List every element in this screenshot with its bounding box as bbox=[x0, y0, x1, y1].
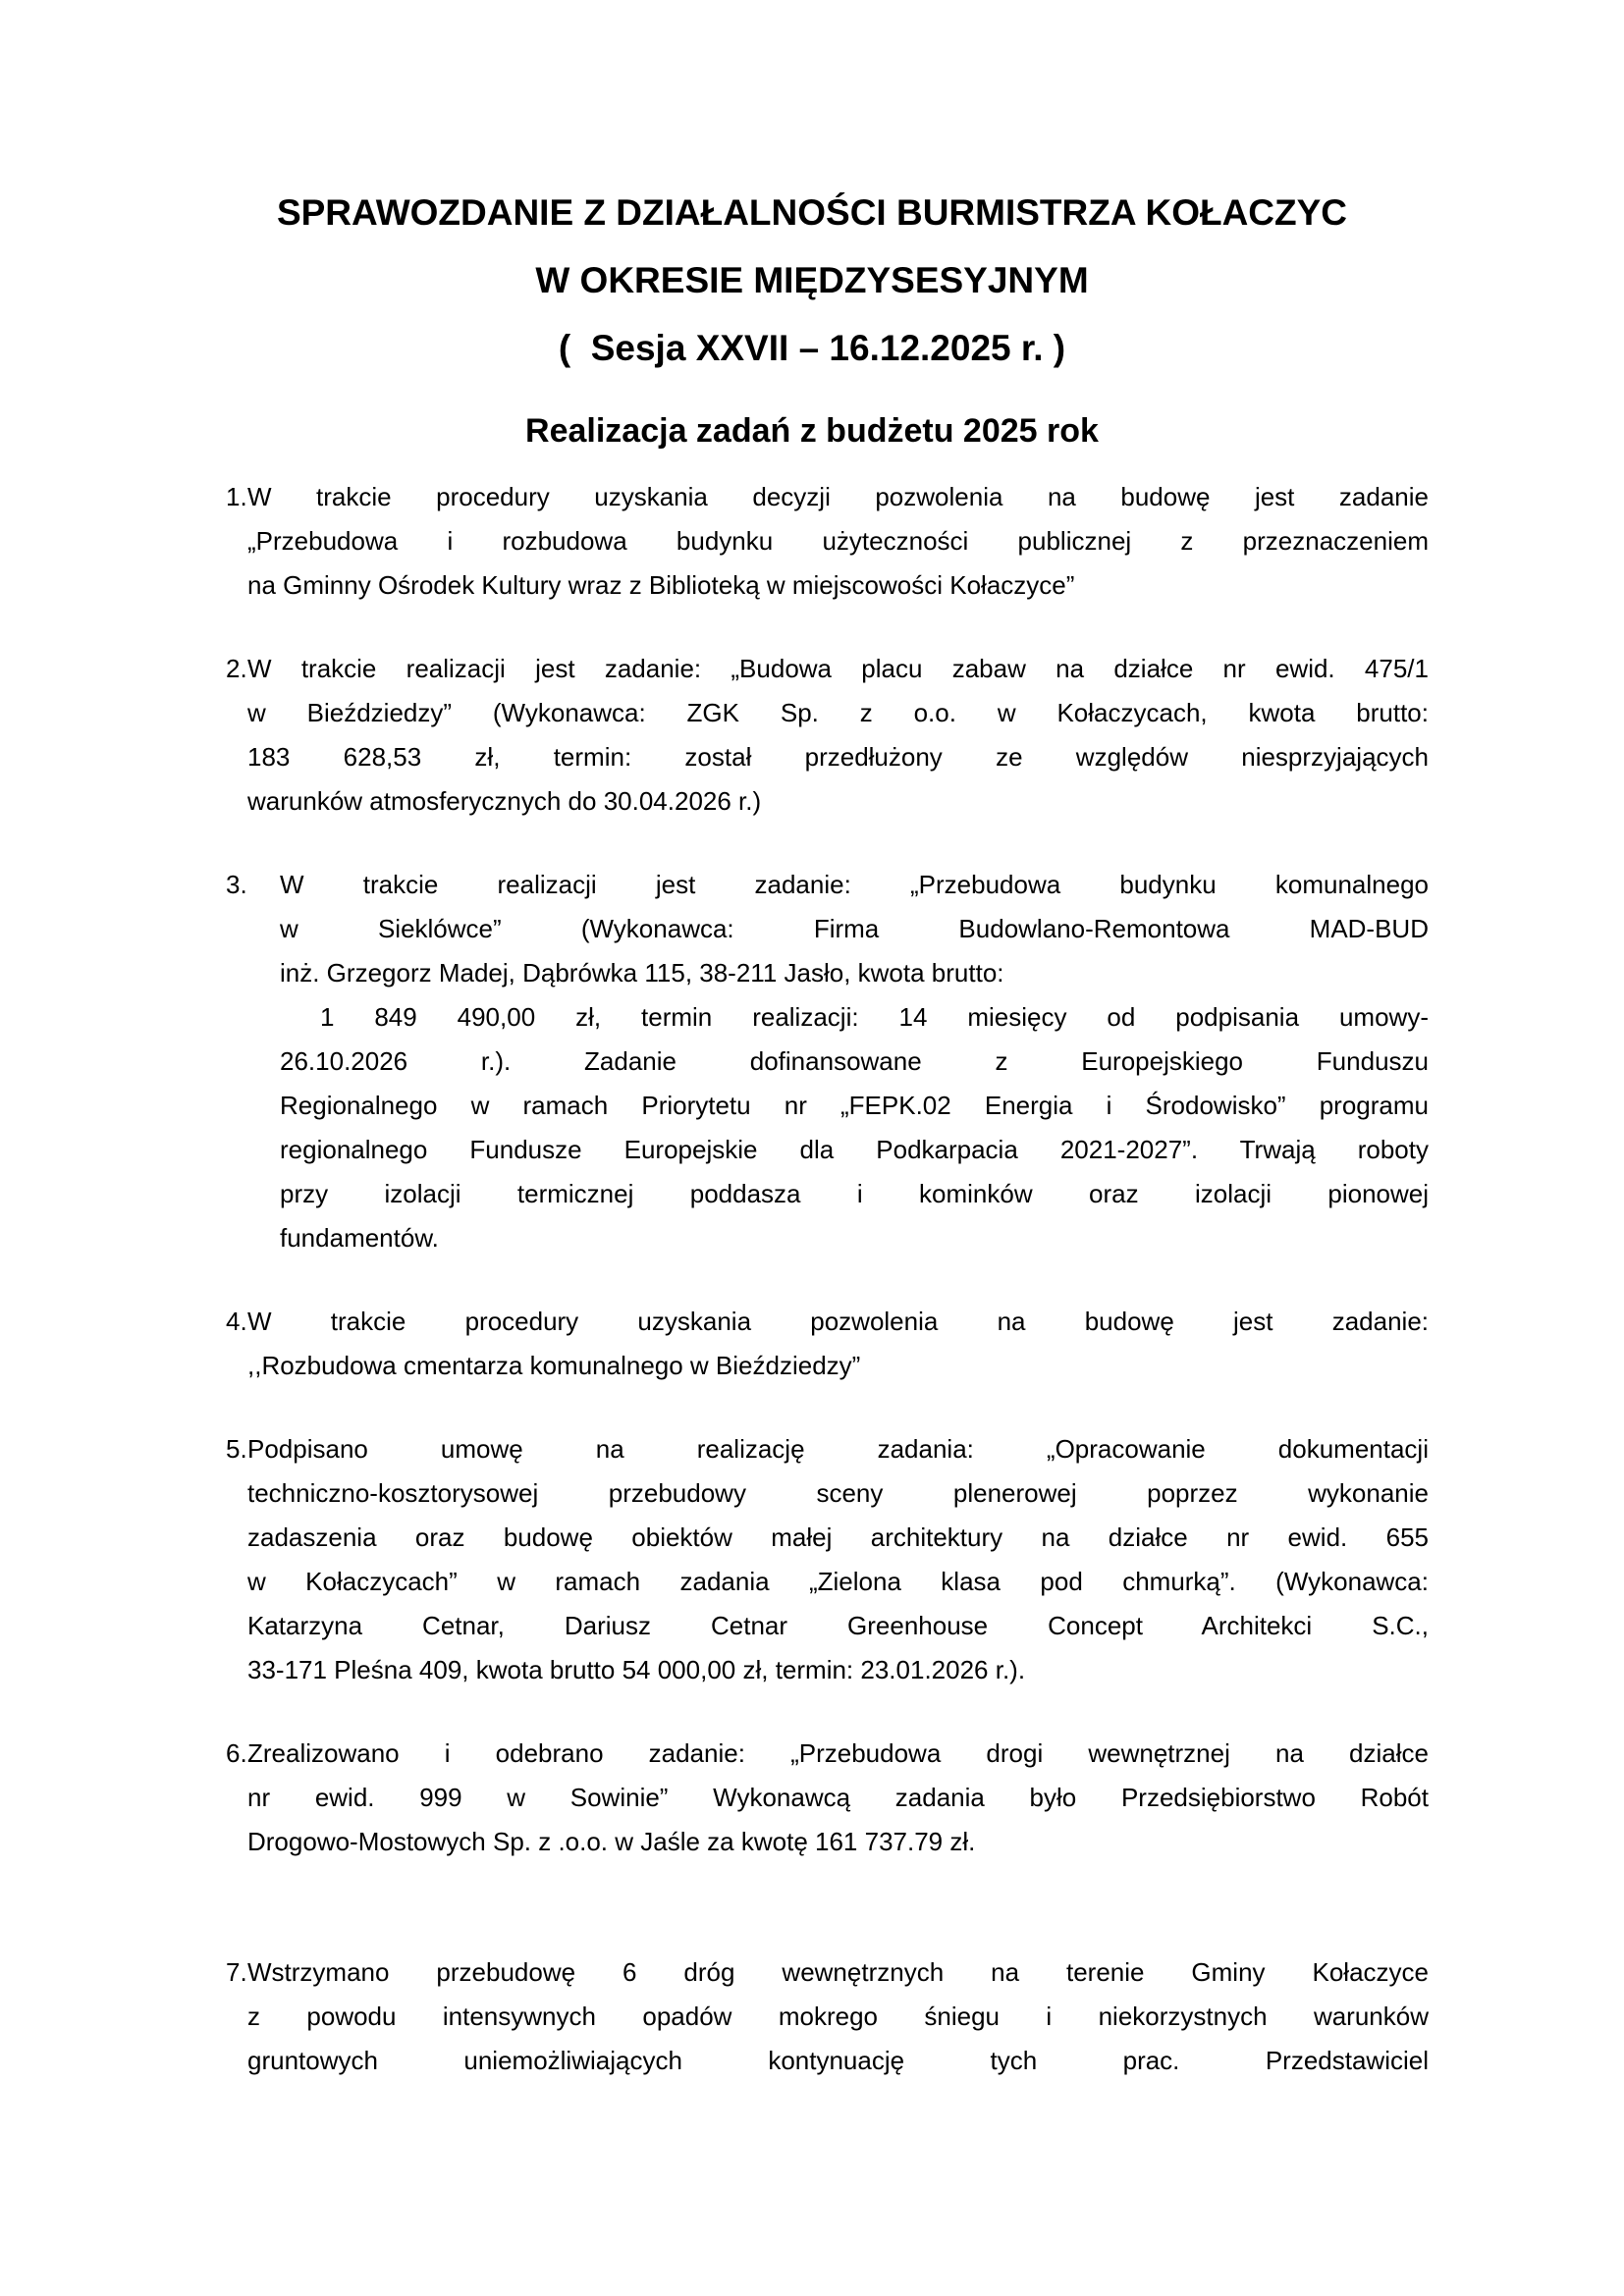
list-item-number: 2. bbox=[226, 654, 247, 683]
list-item-text bbox=[247, 1427, 1429, 1692]
list-item-text bbox=[247, 647, 1429, 824]
list-item-text bbox=[247, 1300, 1429, 1388]
text-line: gruntowych uniemożliwiających kontynuację tych prac. Przedstawiciel bbox=[247, 2046, 1429, 2075]
list-item bbox=[226, 1950, 1429, 2083]
text-line: techniczno-kosztorysowej przebudowy sceny plenerowej poprzez wykonanie bbox=[247, 1478, 1429, 1508]
text-line: 33-171 Pleśna 409, kwota brutto 54 000,00 zł, termin: 23.01.2026 r.). bbox=[247, 1655, 1026, 1684]
text-line: przy izolacji termicznej poddasza i kominków oraz izolacji pionowej bbox=[280, 1179, 1429, 1208]
text-line: 183 628,53 zł, termin: został przedłużony ze względów niesprzyjających bbox=[247, 742, 1429, 772]
text-line: „Przebudowa i rozbudowa budynku użyteczności publicznej z przeznaczeniem bbox=[247, 526, 1429, 556]
text-line: na Gminny Ośrodek Kultury wraz z Biblioteką w miejscowości Kołaczyce” bbox=[247, 570, 1075, 600]
list-item-number: 7. bbox=[226, 1957, 247, 1987]
list-item bbox=[226, 475, 1429, 608]
items-list bbox=[226, 475, 1429, 2083]
title-line: ( Sesja XXVII – 16.12.2025 r. ) bbox=[558, 328, 1066, 368]
text-line: W trakcie procedury uzyskania pozwolenia na budowę jest zadanie: bbox=[247, 1307, 1429, 1336]
text-line: warunków atmosferycznych do 30.04.2026 r.) bbox=[247, 786, 762, 816]
list-item-text bbox=[247, 1950, 1429, 2083]
text-line: W trakcie procedury uzyskania decyzji pozwolenia na budowę jest zadanie bbox=[247, 482, 1429, 511]
text-line: regionalnego Fundusze Europejskie dla Podkarpacia 2021-2027”. Trwają roboty bbox=[280, 1135, 1429, 1164]
text-line: nr ewid. 999 w Sowinie” Wykonawcą zadania było Przedsiębiorstwo Robót bbox=[247, 1783, 1429, 1812]
text-line: Wstrzymano przebudowę 6 dróg wewnętrznych na terenie Gminy Kołaczyce bbox=[247, 1957, 1429, 1987]
list-item-number: 3. bbox=[226, 870, 247, 899]
text-line: w Bieździedzy” (Wykonawca: ZGK Sp. z o.o. w Kołaczycach, kwota brutto: bbox=[247, 698, 1429, 727]
list-item-number: 1. bbox=[226, 482, 247, 511]
text-line: ,,Rozbudowa cmentarza komunalnego w Bieździedzy” bbox=[247, 1351, 861, 1380]
list-item-text bbox=[247, 475, 1429, 608]
list-item-text bbox=[280, 863, 1429, 1260]
list-item bbox=[226, 1427, 1429, 1692]
list-item bbox=[226, 863, 1429, 1260]
list-item-number: 5. bbox=[226, 1434, 247, 1464]
list-item-text bbox=[247, 1732, 1429, 1864]
text-line: 26.10.2026 r.). Zadanie dofinansowane z Europejskiego Funduszu bbox=[280, 1046, 1429, 1076]
text-line: Podpisano umowę na realizację zadania: „Opracowanie dokumentacji bbox=[247, 1434, 1429, 1464]
text-line: w Sieklówce” (Wykonawca: Firma Budowlano-Remontowa MAD-BUD bbox=[280, 914, 1429, 943]
list-item bbox=[226, 1732, 1429, 1864]
list-item-number: 6. bbox=[226, 1738, 247, 1768]
text-line: W trakcie realizacji jest zadanie: „Przebudowa budynku komunalnego bbox=[280, 870, 1429, 899]
text-line: inż. Grzegorz Madej, Dąbrówka 115, 38-211 Jasło, kwota brutto: bbox=[280, 958, 1004, 988]
text-line: W trakcie realizacji jest zadanie: „Budowa placu zabaw na działce nr ewid. 475/1 bbox=[247, 654, 1429, 683]
text-line: 1 849 490,00 zł, termin realizacji: 14 miesięcy od podpisania umowy- bbox=[280, 1002, 1429, 1032]
text-line: Katarzyna Cetnar, Dariusz Cetnar Greenhouse Concept Architekci S.C., bbox=[247, 1611, 1429, 1640]
document-title bbox=[0, 179, 1624, 382]
text-line: zadaszenia oraz budowę obiektów małej architektury na działce nr ewid. 655 bbox=[247, 1522, 1429, 1552]
list-item bbox=[226, 647, 1429, 824]
title-line: SPRAWOZDANIE Z DZIAŁALNOŚCI BURMISTRZA KOŁACZYC bbox=[276, 192, 1348, 233]
text-line: Regionalnego w ramach Priorytetu nr „FEPK.02 Energia i Środowisko” programu bbox=[280, 1091, 1429, 1120]
list-item-number: 4. bbox=[226, 1307, 247, 1336]
text-line: fundamentów. bbox=[280, 1223, 439, 1253]
text-line: Zrealizowano i odebrano zadanie: „Przebudowa drogi wewnętrznej na działce bbox=[247, 1738, 1429, 1768]
list-item bbox=[226, 1300, 1429, 1388]
section-heading: Realizacja zadań z budżetu 2025 rok bbox=[525, 412, 1099, 450]
text-line: w Kołaczycach” w ramach zadania „Zielona klasa pod chmurką”. (Wykonawca: bbox=[247, 1567, 1429, 1596]
text-line: Drogowo-Mostowych Sp. z .o.o. w Jaśle za kwotę 161 737.79 zł. bbox=[247, 1827, 976, 1856]
title-line: W OKRESIE MIĘDZYSESYJNYM bbox=[535, 260, 1089, 300]
text-line: z powodu intensywnych opadów mokrego śniegu i niekorzystnych warunków bbox=[247, 2002, 1429, 2031]
